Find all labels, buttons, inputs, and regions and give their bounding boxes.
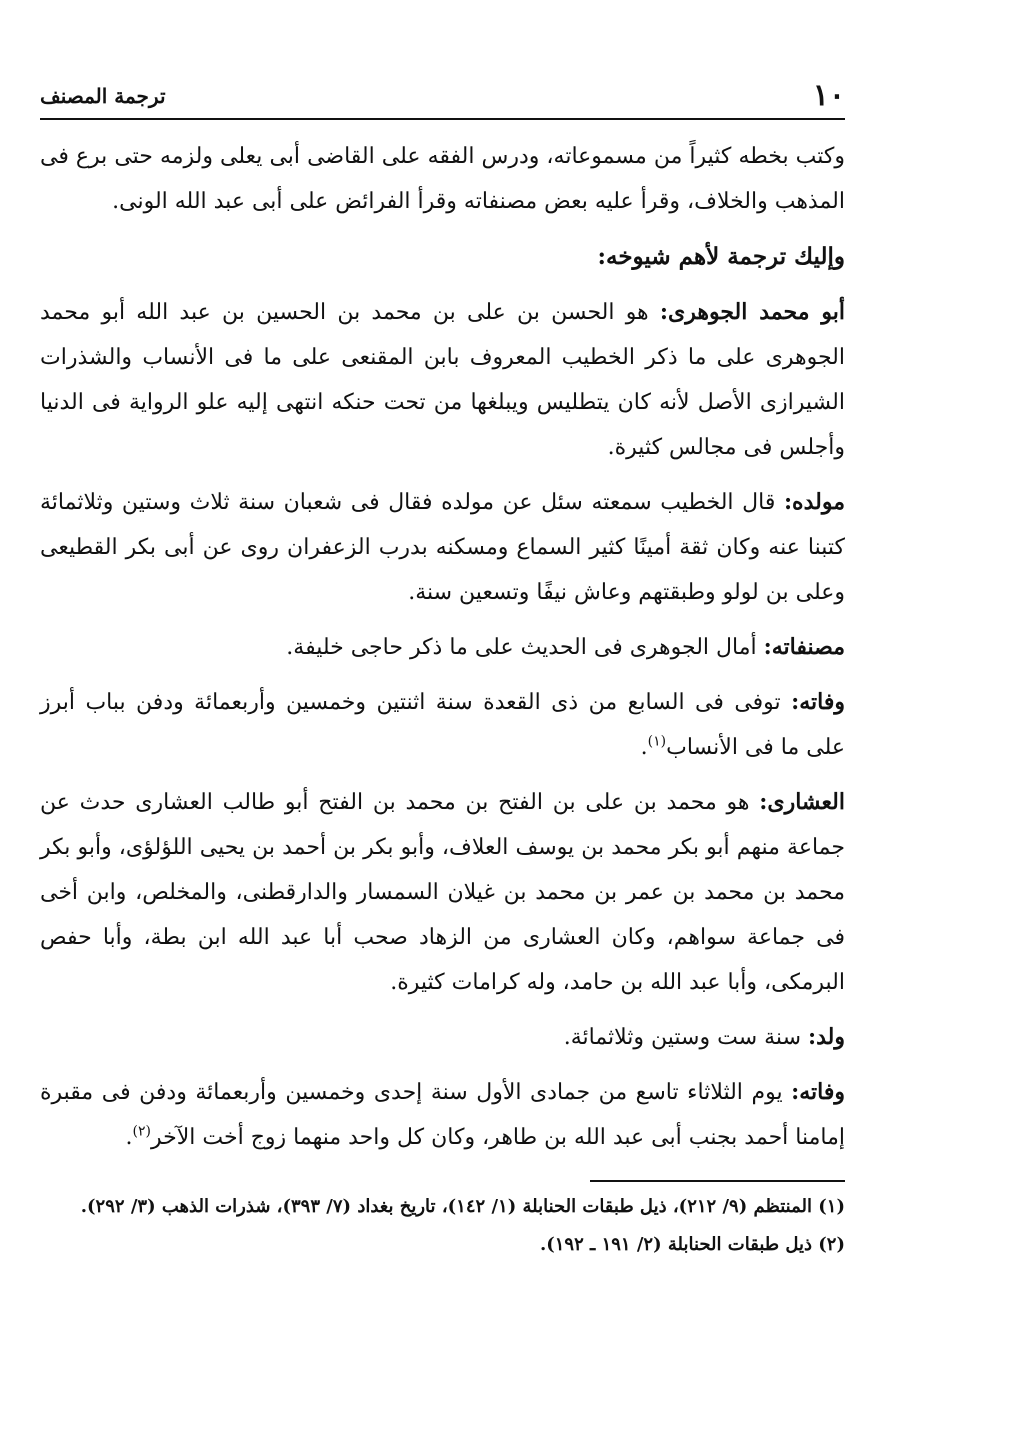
footnotes — [40, 1190, 845, 1262]
paragraph-jawhari: أبو محمد الجوهرى: هو الحسن بن على بن محمد بن الحسين بن عبد الله أبو محمد الجوهرى على ما ذكر الخطيب المعروف بابن المقنعى على ما فى الأنساب والشذرات الشيرازى الأصل لأنه كان يتطليس ويبلغها من تحت حنكه انتهى إليه علو الرواية فى الدنيا وأجلس فى مجالس كثيرة. — [40, 299, 845, 460]
entry-lead: مولده: — [783, 489, 845, 515]
paragraph-born: ولد: سنة ست وستين وثلاثمائة. — [563, 1024, 845, 1050]
footnote-rule — [590, 1180, 845, 1182]
entry-lead: وفاته: — [791, 1079, 845, 1105]
page-number: ١٠ — [812, 78, 845, 113]
entry-lead: أبو محمد الجوهرى: — [659, 299, 845, 325]
footnote-separator — [40, 1180, 845, 1182]
paragraph-death: وفاته: توفى فى السابع من ذى القعدة سنة اثنتين وخمسين وأربعمائة ودفن بباب أبرز على ما فى الأنساب$^{(١)}$. — [40, 689, 845, 760]
book-page — [40, 60, 845, 1266]
footnote-2: (٢) ذيل طبقات الحنابلة (٢/ ١٩١ ـ ١٩٢). — [539, 1234, 845, 1255]
entry-lead: مصنفاته: — [763, 634, 845, 660]
main-text — [40, 134, 845, 1160]
paragraph-birth: مولده: قال الخطيب سمعته سئل عن مولده فقال فى شعبان سنة ثلاث وستين وثلاثمائة كتبنا عنه وكان ثقة أمينًا كثير السماع ومسكنه بدرب الزعفران روى عن أبى بكر القطيعى وعلى بن لولو وطبقتهم وعاش نيفًا وتسعين سنة. — [40, 489, 845, 605]
section-heading: وإليك ترجمة لأهم شيوخه: — [597, 243, 845, 270]
paragraph-death-2: وفاته: يوم الثلاثاء تاسع من جمادى الأول سنة إحدى وخمسين وأربعمائة ودفن فى مقبرة إمامنا أحمد بجنب أبى عبد الله بن طاهر، وكان كل واحد منهما زوج أخت الآخر$^{(٢)}$. — [40, 1079, 845, 1150]
paragraph-intro: وكتب بخطه كثيراً من مسموعاته، ودرس الفقه على القاضى أبى يعلى ولزمه حتى برع فى المذهب والخلاف، وقرأ عليه بعض مصنفاته وقرأ الفرائض على أبى عبد الله الونى. — [40, 144, 845, 214]
paragraph-works: مصنفاته: أمال الجوهرى فى الحديث على ما ذكر حاجى خليفة. — [286, 634, 845, 660]
running-title: ترجمة المصنف — [40, 84, 166, 108]
paragraph-ushari: العشارى: هو محمد بن على بن الفتح بن محمد بن الفتح أبو طالب العشارى حدث عن جماعة منهم أبو بكر محمد بن يوسف العلاف، وأبو بكر بن أحمد بن يحيى اللؤلؤى، وأبو بكر محمد بن محمد بن عمر بن محمد بن غيلان السمسار والدارقطنى، والمخلص، وابن أخى فى جماعة سواهم، وكان العشارى من الزهاد صحب أبا عبد الله ابن بطة، وأبا حفص البرمكى، وأبا عبد الله بن حامد، وله كرامات كثيرة. — [40, 789, 845, 995]
entry-lead: ولد: — [808, 1024, 845, 1050]
entry-lead: العشارى: — [759, 789, 845, 815]
footnote-ref-2[interactable]: (٢) — [132, 1123, 151, 1140]
entry-lead: وفاته: — [791, 689, 845, 715]
footnote-1: (١) المنتظم (٩/ ٢١٢)، ذيل طبقات الحنابلة (١/ ١٤٢)، تاريخ بغداد (٧/ ٣٩٣)، شذرات الذهب (٣/ ٢٩٢). — [80, 1196, 845, 1217]
page-header — [40, 60, 845, 120]
footnote-ref-1[interactable]: (١) — [647, 733, 667, 750]
